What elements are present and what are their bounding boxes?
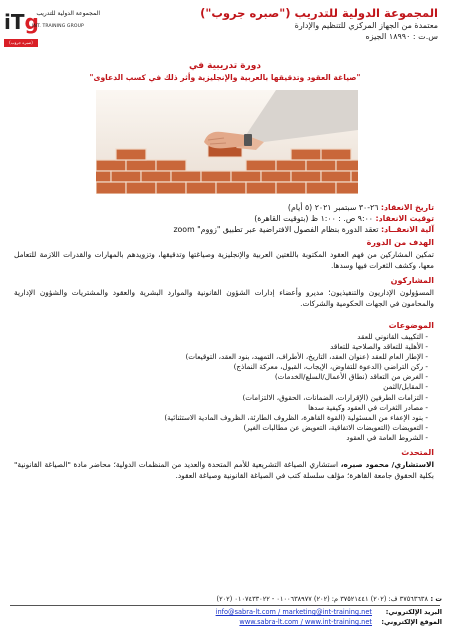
participants-text: المسؤولون الإداريون والتنفيذيون؛ مديرو وأعضاء إدارات الشؤون القانونية والموارد البشرية والعقود والمشتريات والشؤون الإدارية والمحامون في الجهات الحكومية والشركات. <box>14 288 434 308</box>
phone-label: ت : <box>430 595 442 603</box>
accreditation: معتمدة من الجهاز المركزي للتنظيم والإدارة <box>294 21 438 30</box>
footer-phone-row <box>8 594 442 604</box>
company-logo <box>4 10 100 50</box>
logo-mark: iTg <box>4 10 39 34</box>
mode-label: آلية الانعقــاد: <box>380 225 434 234</box>
course-info <box>14 202 434 235</box>
email-link[interactable]: info@sabra-lt.com / marketing@int-training.net <box>215 608 372 616</box>
time-value: ٩:٠٠ ص. : ١:٠٠ ظ (بتوقيت القاهرة) <box>254 214 373 223</box>
registry: س.ت : ١٨٩٩٠ الجيزه <box>365 32 438 41</box>
logo-english: INT. TRAINING GROUP <box>32 24 84 29</box>
logo-sub: (صبره جروب) <box>4 39 38 47</box>
speaker-bio: استشاري الصياغة التشريعية للأمم المتحدة والعديد من المنظمات الدولية؛ محاضر مادة "الصياغة القانونية" بكلية الحقوق جامعة القاهرة؛ مؤلف سلسلة كتب في الصياغة القانونية وصياغة العقود. <box>14 460 434 480</box>
topics-title: الموضوعات <box>388 321 434 330</box>
time-row <box>14 213 434 224</box>
participants-title: المشاركون <box>390 276 434 285</box>
speaker-text <box>14 460 434 481</box>
org-name: المجموعة الدولية للتدريب ("صبره جروب") <box>200 6 438 20</box>
date-row <box>14 202 434 213</box>
site-label: الموقع الإلكتروني: <box>381 618 442 626</box>
list-item: - الغرض من التعاقد (نطاق الأعمال/السلع/الخدمات) <box>274 372 428 382</box>
list-item: - المقابل/الثمن <box>383 382 428 392</box>
footer-divider <box>10 605 440 606</box>
course-title-line2: "صياغة العقود وتدقيقها بالعربية والإنجليزية وأثر ذلك في كسب الدعاوى" <box>89 73 361 82</box>
speaker-title: المتحدث <box>401 448 434 457</box>
course-title-line1: دورة تدريبية في <box>189 61 261 71</box>
list-item: - الشروط العامة في العقود <box>346 432 428 442</box>
list-item: - الإطار العام للعقد (عنوان العقد، التاريخ، الأطراف، التمهيد، بنود العقد، التوقيعات) <box>185 352 428 362</box>
mode-value: تعقد الدورة بنظام الفصول الافتراضية عبر تطبيق "زووم" zoom <box>173 225 379 234</box>
phone-value: (٢٠٢) ٣٧٥٦٣٦٣٨ ف: (٢٠٢) ٣٧٥٢١٤٤١ م: (٢٠٢) ٠١٠٠٦٣٨٩٧٧ - ٠١٠٧٤٣٣٠٢٢ <box>216 595 428 603</box>
list-item: - الأهلية للتعاقد والصلاحية للتعاقد <box>330 342 428 352</box>
header <box>0 0 450 55</box>
org-info <box>158 6 438 42</box>
date-label: تاريخ الانعقاد: <box>380 203 434 212</box>
time-label: توقيت الانعقاد: <box>375 214 434 223</box>
list-item: - التزامات الطرفين (الإقرارات، الضمانات، الحقوق، الالتزامات) <box>242 392 428 402</box>
date-value: ٢٦-٣٠ سبتمبر ٢٠٢١ (٥ أيام) <box>287 203 379 212</box>
brick-wall-illustration <box>96 90 358 194</box>
goal-title: الهدف من الدورة <box>366 238 434 247</box>
list-item: - بنود الإعفاء من المسئولية (القوة القاهرة، الظروف الطارئة، الظروف المادية الاستثنائية) <box>164 412 428 422</box>
email-label: البريد الإلكتروني: <box>385 608 442 616</box>
list-item: - التكييف القانوني للعقد <box>357 332 428 341</box>
topics-list <box>18 332 428 443</box>
footer-site-row <box>8 617 442 627</box>
footer <box>8 594 442 627</box>
logo-arabic: المجموعة الدولية للتدريب <box>36 10 100 17</box>
footer-email-row <box>8 607 442 617</box>
mode-row <box>14 224 434 235</box>
list-item: - التعويضات (التعويضات الاتفاقية، التعويض عن مطالبات الغير) <box>243 422 428 432</box>
course-title <box>20 60 430 83</box>
hero-image <box>96 90 358 194</box>
speaker-name: الاستشاري/ محمود صبره، <box>340 460 434 469</box>
list-item: - مصادر الثغرات في العقود وكيفية سدها <box>308 402 428 412</box>
site-link[interactable]: www.sabra-lt.com / www.int-training.net <box>239 618 372 626</box>
goal-text: تمكين المشاركين من فهم العقود المكتوبة باللغتين العربية والإنجليزية وصياغتها وتدقيقها، وتزويدهم بالمهارات والقدرات اللازمة للتعامل معها، وكشف الثغرات فيها وسدها. <box>14 250 434 270</box>
list-item: - ركن التراضي (الدعوة للتفاوض، الإيجاب، القبول، معركة النماذج) <box>233 362 428 372</box>
